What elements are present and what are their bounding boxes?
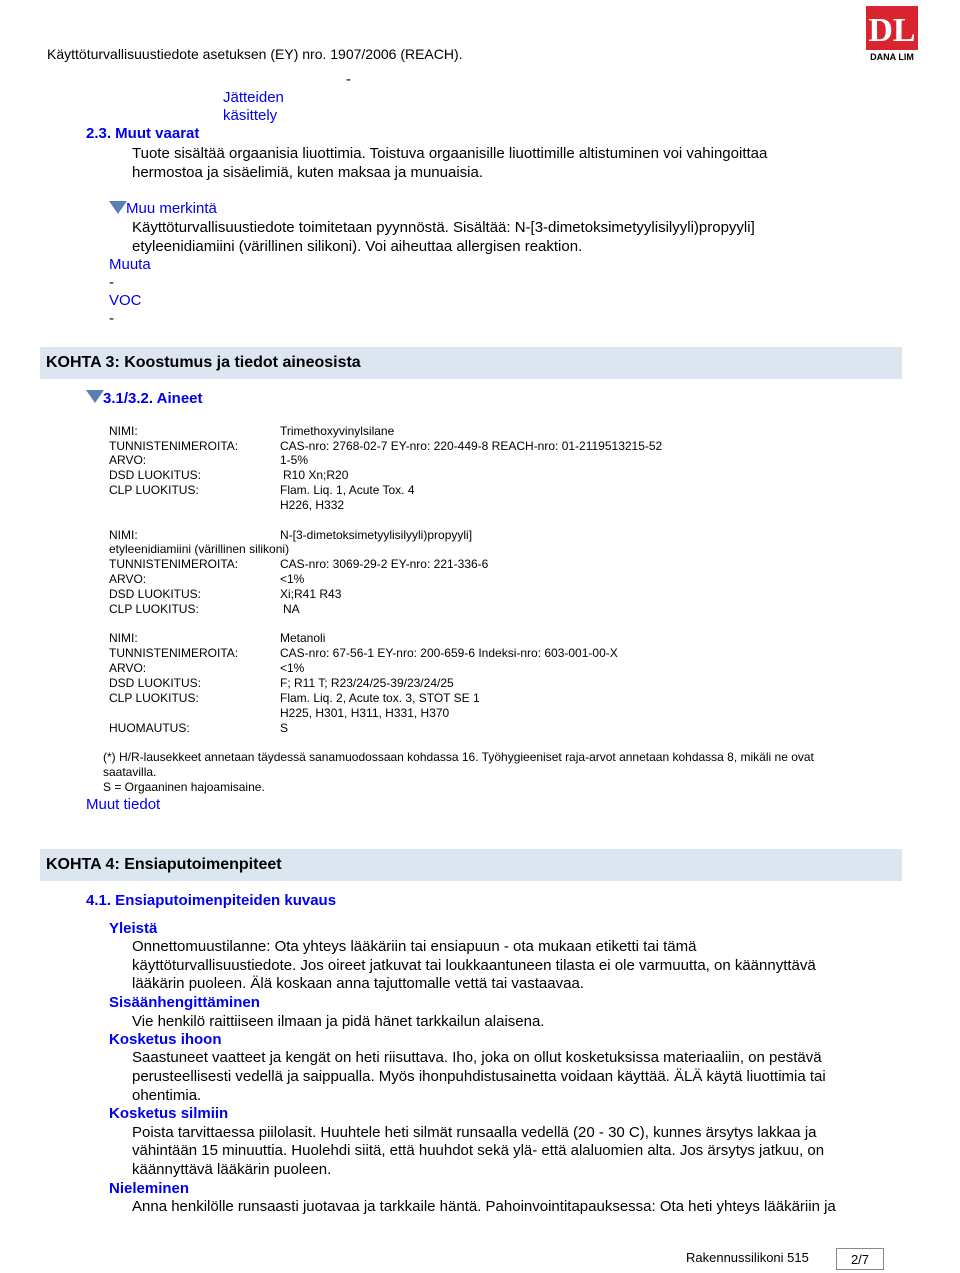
muuta-heading: Muuta	[109, 256, 151, 273]
sub1-clp-2: H226, H332	[280, 498, 345, 512]
footnote-line-2: saatavilla.	[103, 765, 157, 779]
sub1-name: Trimethoxyvinylsilane	[280, 424, 395, 438]
muuta-value: -	[109, 274, 114, 291]
ingestion-heading: Nieleminen	[109, 1180, 190, 1197]
inhalation-heading: Sisäänhengittäminen	[109, 994, 260, 1011]
sub3-value: <1%	[280, 661, 305, 675]
inhalation-text-1: Vie henkilö raittiiseen ilmaan ja pidä hänet tarkkailun alaisena.	[132, 1013, 545, 1030]
section-3-title: KOHTA 3: Koostumus ja tiedot aineosista	[46, 354, 361, 371]
substances-heading: 3.1/3.2. Aineet	[103, 390, 203, 407]
footnote-line-1: (*) H/R-lausekkeet annetaan täydessä sanamuodossaan kohdassa 16. Työhygieeniset raja-arvot annetaan kohdassa 8, mikäli ne ovat	[103, 750, 814, 764]
first-aid-description-heading: 4.1. Ensiaputoimenpiteiden kuvaus	[86, 892, 337, 909]
footer-product-name: Rakennussilikoni 515	[686, 1250, 809, 1265]
sub3-dsd: F; R11 T; R23/24/25-39/23/24/25	[280, 676, 454, 690]
sub1-dsd: R10 Xn;R20	[283, 468, 349, 482]
label-dsd: DSD LUOKITUS:	[109, 676, 202, 690]
muu-merkinta-text-2: etyleenidiamiini (värillinen silikoni). Voi aiheuttaa allergisen reaktion.	[132, 238, 583, 255]
label-dsd: DSD LUOKITUS:	[109, 468, 202, 482]
eye-contact-text-3: käännyttävä lääkärin puoleen.	[132, 1161, 332, 1178]
other-hazards-text-2: hermostoa ja sisäelimiä, kuten maksaa ja munuaisia.	[132, 164, 483, 181]
skin-contact-heading: Kosketus ihoon	[109, 1031, 222, 1048]
eye-contact-text-1: Poista tarvittaessa piilolasit. Huuhtele heti silmät runsaalla vedellä (20 - 30 C), kunnes ärsytys lakkaa ja	[132, 1124, 817, 1141]
sub1-value: 1-5%	[280, 453, 309, 467]
voc-value: -	[109, 310, 114, 327]
skin-contact-text-3: ohentimia.	[132, 1087, 202, 1104]
collapse-triangle-icon[interactable]	[86, 390, 104, 403]
label-nimi: NIMI:	[109, 528, 138, 542]
sub2-identifiers: CAS-nro: 3069-29-2 EY-nro: 221-336-6	[280, 557, 489, 571]
section-3-bar	[40, 347, 902, 379]
eye-contact-text-2: vähintään 15 minuuttia. Huolehdi siitä, että huuhdot sekä ylä- että alaluomien alta. Jos ärsytys jatkuu, on	[132, 1142, 825, 1159]
label-tunnistenumerot: TUNNISTENIMEROITA:	[109, 557, 239, 571]
sub3-note: S	[280, 721, 289, 735]
sub2-dsd: Xi;R41 R43	[280, 587, 342, 601]
label-arvo: ARVO:	[109, 661, 147, 675]
skin-contact-text-2: perusteellisesti vedellä ja saippualla. Myös ihonpuhdistusainetta voidaan käyttää. ÄLÄ käytä liuottimia tai	[132, 1068, 826, 1085]
label-arvo: ARVO:	[109, 572, 147, 586]
sub3-clp-1: Flam. Liq. 2, Acute tox. 3, STOT SE 1	[280, 691, 480, 705]
waste-value: -	[346, 71, 351, 88]
label-nimi: NIMI:	[109, 631, 138, 645]
muu-merkinta-text-1: Käyttöturvallisuustiedote toimitetaan pyynnöstä. Sisältää: N-[3-dimetoksimetyylisilyyli)propyyli]	[132, 219, 755, 236]
label-tunnistenumerot: TUNNISTENIMEROITA:	[109, 646, 239, 660]
voc-heading: VOC	[109, 292, 142, 309]
waste-label-line1: Jätteiden	[223, 89, 284, 106]
sub2-name: N-[3-dimetoksimetyylisilyyli)propyyli]	[280, 528, 473, 542]
svg-text:DANA LIM: DANA LIM	[870, 52, 914, 62]
label-clp: CLP LUOKITUS:	[109, 691, 199, 705]
label-nimi: NIMI:	[109, 424, 138, 438]
sub3-clp-2: H225, H301, H311, H331, H370	[280, 706, 450, 720]
document-header-title: Käyttöturvallisuustiedote asetuksen (EY) nro. 1907/2006 (REACH).	[47, 46, 463, 62]
general-text-3: lääkärin puoleen. Älä koskaan anna tajuttomalle vettä tai vastaavaa.	[132, 975, 584, 992]
eye-contact-heading: Kosketus silmiin	[109, 1105, 229, 1122]
sub2-clp: NA	[283, 602, 300, 616]
muu-merkinta-heading: Muu merkintä	[126, 200, 217, 217]
sub2-value: <1%	[280, 572, 305, 586]
other-hazards-heading: 2.3. Muut vaarat	[86, 125, 200, 142]
section-4-title: KOHTA 4: Ensiaputoimenpiteet	[46, 856, 282, 873]
svg-text:DL: DL	[868, 12, 916, 49]
skin-contact-text-1: Saastuneet vaatteet ja kengät on heti riisuttava. Iho, joka on ollut kosketuksissa materiaaliin, on pestävä	[132, 1049, 822, 1066]
label-dsd: DSD LUOKITUS:	[109, 587, 202, 601]
label-clp: CLP LUOKITUS:	[109, 602, 199, 616]
dana-lim-logo	[866, 6, 918, 62]
footnote-line-3: S = Orgaaninen hajoamisaine.	[103, 780, 265, 794]
ingestion-text-1: Anna henkilölle runsaasti juotavaa ja tarkkaile häntä. Pahoinvointitapauksessa: Ota heti yhteys lääkäriin ja	[132, 1198, 836, 1215]
sub1-identifiers: CAS-nro: 2768-02-7 EY-nro: 220-449-8 REACH-nro: 01-2119513215-52	[280, 439, 663, 453]
other-hazards-text-1: Tuote sisältää orgaanisia liuottimia. Toistuva orgaanisille liuottimille altistuminen voi vahingoittaa	[132, 145, 768, 162]
label-arvo: ARVO:	[109, 453, 147, 467]
sub3-identifiers: CAS-nro: 67-56-1 EY-nro: 200-659-6 Indeksi-nro: 603-001-00-X	[280, 646, 618, 660]
label-clp: CLP LUOKITUS:	[109, 483, 199, 497]
collapse-triangle-icon[interactable]	[109, 201, 127, 214]
waste-label-line2: käsittely	[223, 107, 278, 124]
section-4-bar	[40, 849, 902, 881]
page-number: 2/7	[836, 1248, 884, 1270]
general-text-2: käyttöturvallisuustiedote. Jos oireet jatkuvat tai loukkaantuneen tilasta ei ole varmuutta, on käännyttävä	[132, 957, 816, 974]
sub2-name-continued: etyleenidiamiini (värillinen silikoni)	[109, 542, 290, 556]
label-tunnistenumerot: TUNNISTENIMEROITA:	[109, 439, 239, 453]
other-info-heading: Muut tiedot	[86, 796, 161, 813]
general-text-1: Onnettomuustilanne: Ota yhteys lääkäriin tai ensiapuun - ota mukaan etiketti tai tämä	[132, 938, 697, 955]
general-heading: Yleistä	[109, 920, 158, 937]
sub3-name: Metanoli	[280, 631, 326, 645]
label-huomautus: HUOMAUTUS:	[109, 721, 190, 735]
sub1-clp-1: Flam. Liq. 1, Acute Tox. 4	[280, 483, 415, 497]
